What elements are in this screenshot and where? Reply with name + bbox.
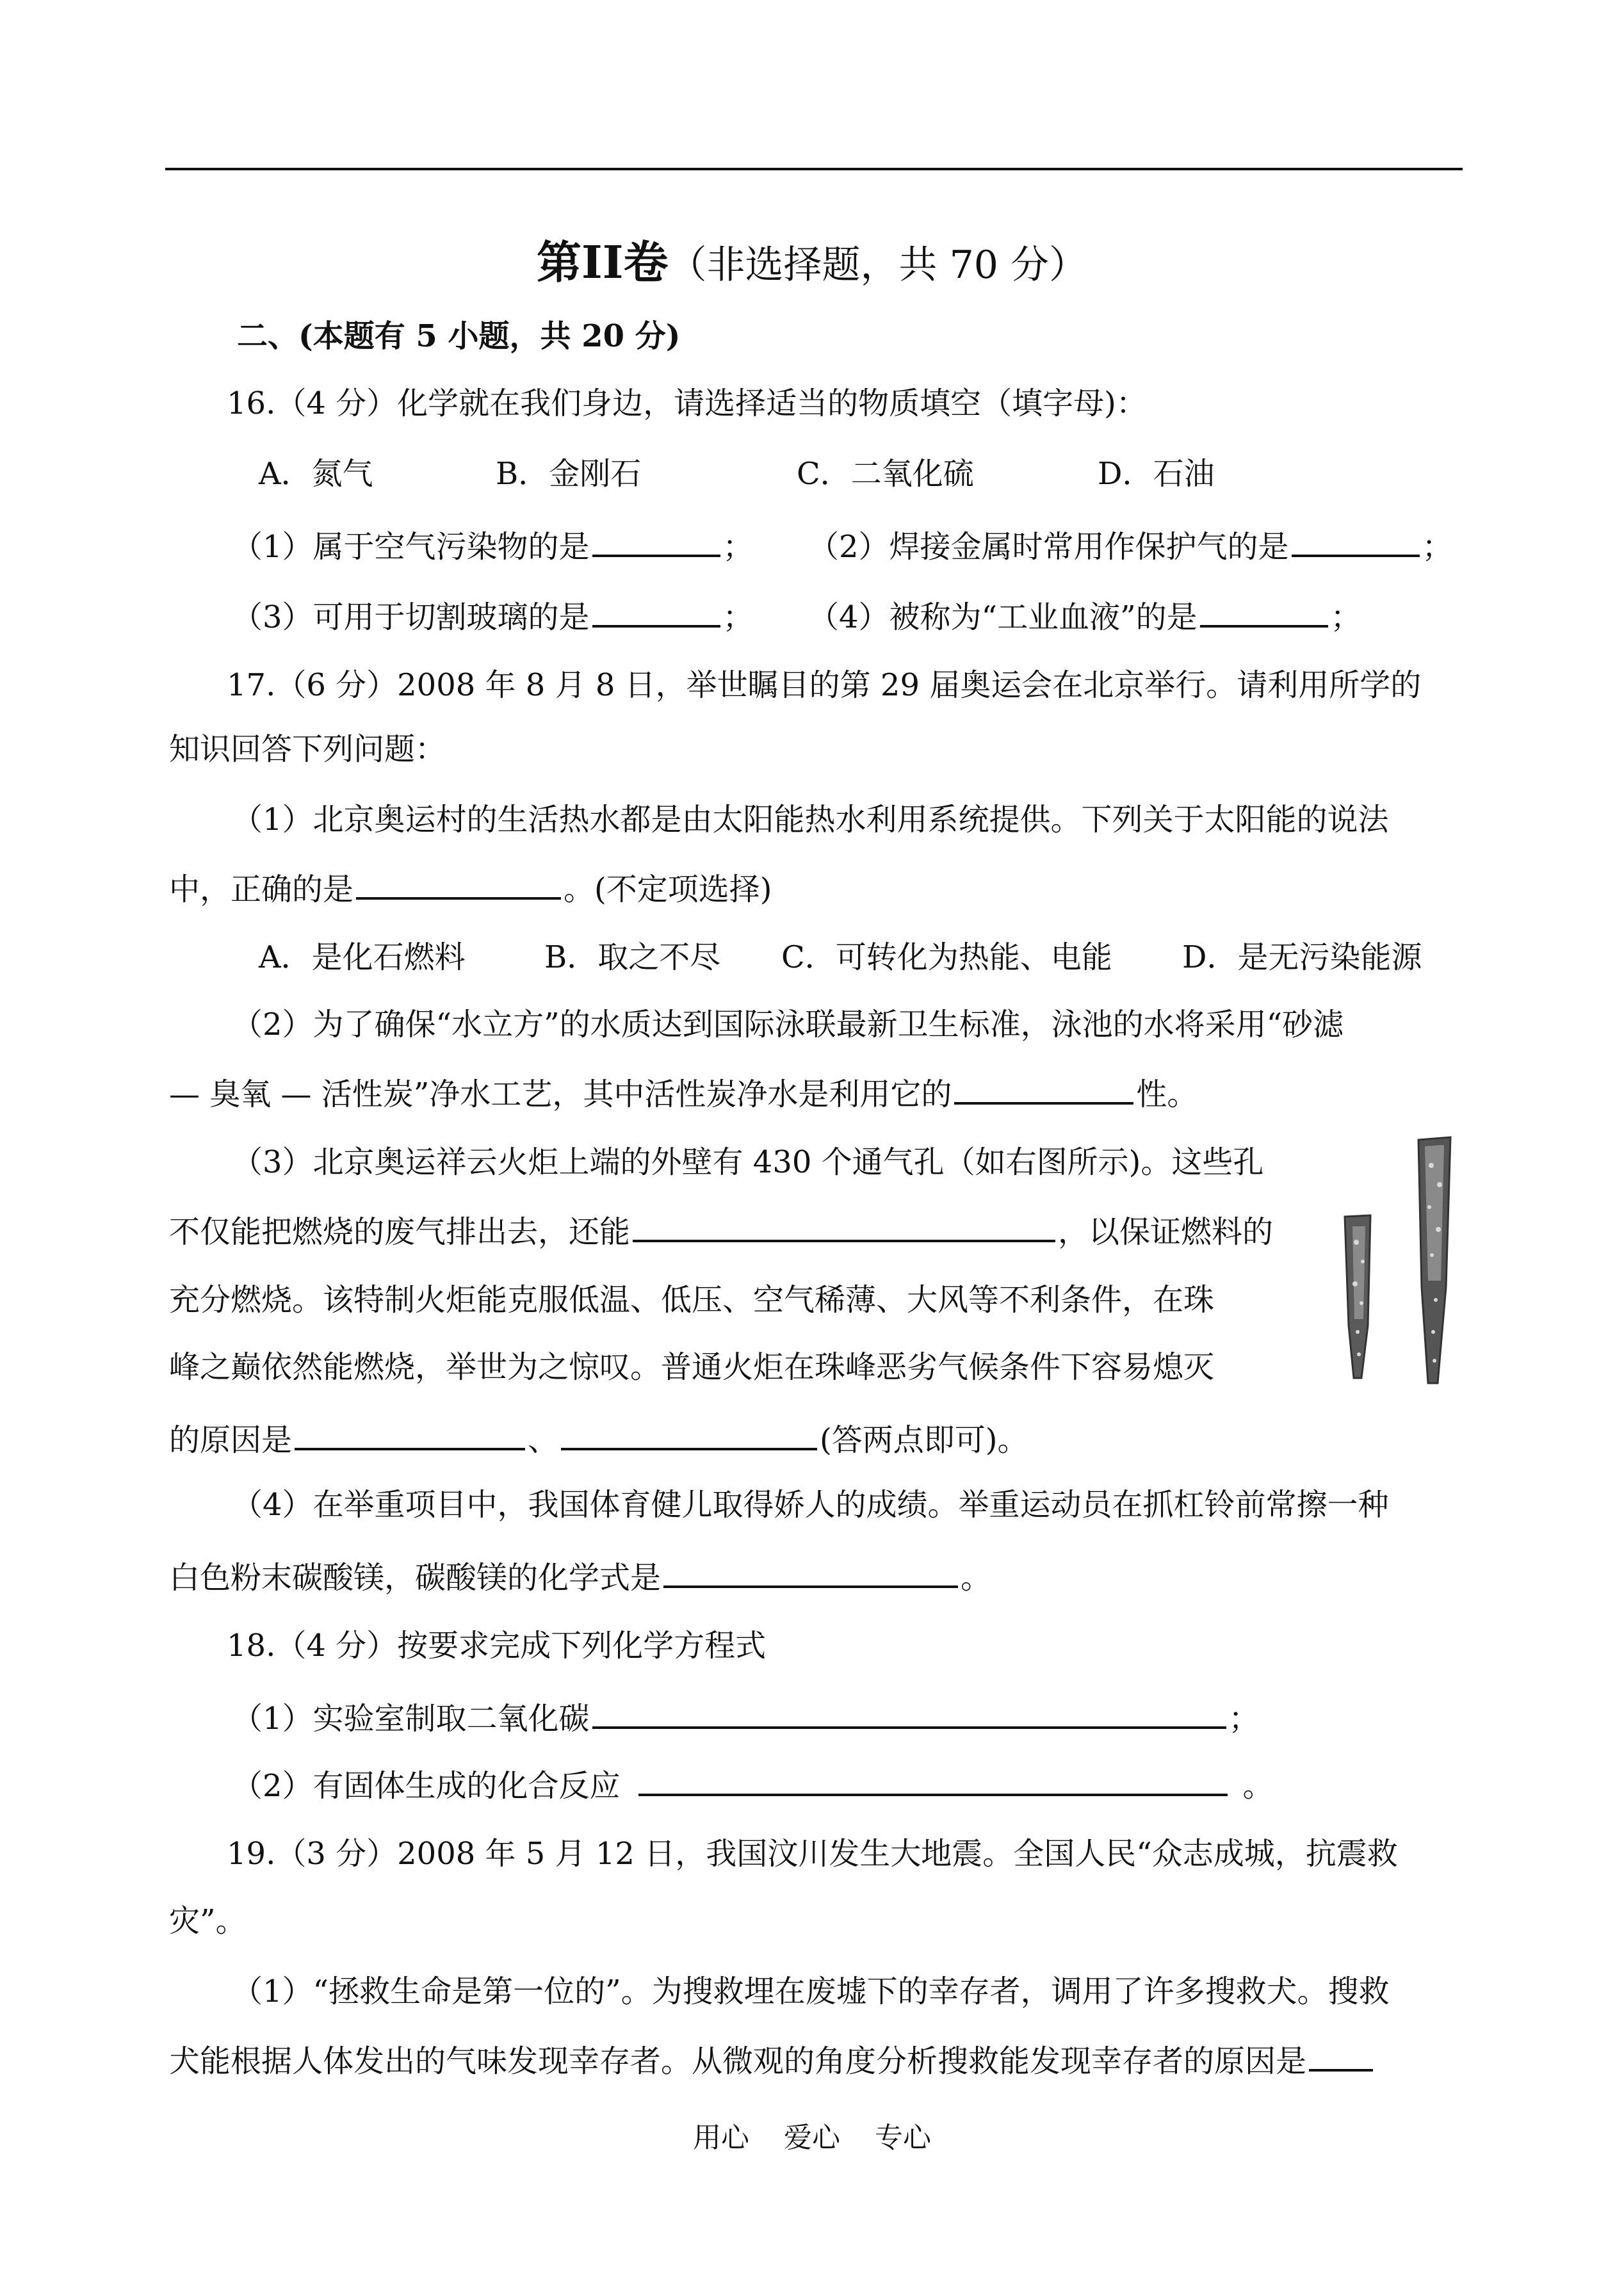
q16-p2-end: ； [1422,529,1453,565]
q17-s3-line4: 峰之巅依然能燃烧，举世为之惊叹。普通火炬在珠峰恶劣气候条件下容易熄灭 [169,1349,1215,1385]
q16-p3-end: ； [722,599,754,635]
q19-stem-line1: 19.（3 分）2008 年 5 月 12 日，我国汶川发生大地震。全国人民“众志成城，抗震救 [227,1836,1398,1872]
q16-part3 [232,589,754,643]
title-strong: 第II卷 [537,236,669,289]
q17-s3-blank-a [295,1412,525,1450]
section-title [0,231,1624,297]
q18-p2-text: （2）有固体生成的化合反应 [232,1768,621,1804]
q17-s3-l5-post: (答两点即可)。 [820,1422,1028,1458]
q18-p1-end: ； [1228,1701,1260,1737]
q17-s3-line2 [169,1204,1273,1258]
q17-s2-post: 性。 [1136,1076,1198,1112]
q16-p2-blank [1292,519,1420,557]
torch-figure [1326,1133,1479,1390]
q17-s1-line2 [169,861,772,915]
q17-s1-pre: 中，正确的是 [169,872,354,907]
q17-s2-pre: — 臭氧 — 活性炭”净水工艺，其中活性炭净水是利用它的 [169,1076,952,1112]
q18-stem: 18.（4 分）按要求完成下列化学方程式 [227,1628,767,1664]
q17-s1-option-c: C．可转化为热能、电能 [781,939,1112,975]
q16-p4-blank [1200,589,1328,628]
q17-s1-post: 。(不定项选择) [564,872,772,907]
q19-s1-line2 [169,2033,1376,2087]
q16-p1-text: （1）属于空气污染物的是 [232,529,590,565]
q19-s1-line1: （1）“拯救生命是第一位的”。为搜救埋在废墟下的幸存者，调用了许多搜救犬。搜救 [232,1974,1390,2009]
q19-s1-blank [1309,2033,1373,2072]
q17-s3-pre: 不仅能把燃烧的废气排出去，还能 [169,1214,631,1250]
q17-s1-blank [356,861,561,900]
q16-option-d: D．石油 [1098,456,1215,492]
q16-option-a: A．氮气 [259,456,373,492]
q17-s3-l5-mid: 、 [528,1422,559,1458]
q19-stem-line2: 灾”。 [169,1903,247,1939]
q16-p2-text: （2）焊接金属时常用作保护气的是 [808,529,1289,565]
q19-s1-text: 犬能根据人体发出的气味发现幸存者。从微观的角度分析搜救能发现幸存者的原因是 [169,2043,1307,2079]
q17-s2-line2 [169,1066,1198,1120]
q16-p4-text: （4）被称为“工业血液”的是 [808,599,1198,635]
q18-part1 [232,1691,1260,1744]
q17-s4-pre: 白色粉末碳酸镁，碳酸镁的化学式是 [169,1560,662,1596]
q18-p2-blank [638,1758,1228,1796]
q17-s3-line1: （3）北京奥运祥云火炬上端的外壁有 430 个通气孔（如右图所示)。这些孔 [232,1144,1264,1180]
q17-s4-blank [663,1550,958,1588]
q16-stem: 16.（4 分）化学就在我们身边，请选择适当的物质填空（填字母)： [227,385,1147,421]
q16-part4 [808,589,1361,643]
q18-p2-end: 。 [1242,1768,1274,1804]
q17-s4-post: 。 [961,1560,992,1596]
q17-s1-option-a: A．是化石燃料 [259,939,466,975]
q18-p1-text: （1）实验室制取二氧化碳 [232,1701,590,1737]
q17-s3-blank [633,1204,1055,1242]
q17-s2-line1: （2）为了确保“水立方”的水质达到国际泳联最新卫生标准，泳池的水将采用“砂滤 [232,1007,1344,1042]
q16-p3-blank [592,589,720,628]
q17-s3-post: ，以保证燃料的 [1058,1214,1274,1250]
q16-p4-end: ； [1330,599,1361,635]
q16-part2 [808,519,1453,572]
q16-option-c: C．二氧化硫 [797,456,974,492]
section2-heading: 二、(本题有 5 小题，共 20 分) [237,318,681,354]
q17-s1-line1: （1）北京奥运村的生活热水都是由太阳能热水利用系统提供。下列关于太阳能的说法 [232,802,1389,838]
q17-s4-line1: （4）在举重项目中，我国体育健儿取得娇人的成绩。举重运动员在抓杠铃前常擦一种 [232,1487,1389,1523]
q17-s4-line2 [169,1550,991,1603]
q17-s3-blank-b [561,1412,817,1450]
torch-illustration [1326,1133,1479,1390]
q17-stem-line1: 17.（6 分）2008 年 8 月 8 日，举世瞩目的第 29 届奥运会在北京举行。请利用所学的 [227,667,1422,703]
q16-p3-text: （3）可用于切割玻璃的是 [232,599,590,635]
q18-p1-blank [592,1691,1226,1729]
q17-s1-option-b: B．取之不尽 [544,939,721,975]
q17-s3-line5 [169,1412,1028,1466]
q17-s1-option-d: D．是无污染能源 [1182,939,1422,975]
q17-s3-l5-pre: 的原因是 [169,1422,293,1458]
q16-p1-end: ； [722,529,754,565]
q16-part1 [232,519,754,572]
q17-s3-line3: 充分燃烧。该特制火炬能克服低温、低压、空气稀薄、大风等不利条件，在珠 [169,1282,1215,1318]
top-rule [165,168,1463,170]
q16-p1-blank [592,519,720,557]
page-footer: 用心 爱心 专心 [693,2121,931,2154]
q16-option-b: B．金刚石 [496,456,642,492]
title-rest: （非选择题，共 70 分） [668,243,1087,288]
q17-s2-blank [954,1066,1133,1105]
q18-part2 [232,1758,1274,1812]
q17-stem-line2: 知识回答下列问题： [169,731,446,767]
